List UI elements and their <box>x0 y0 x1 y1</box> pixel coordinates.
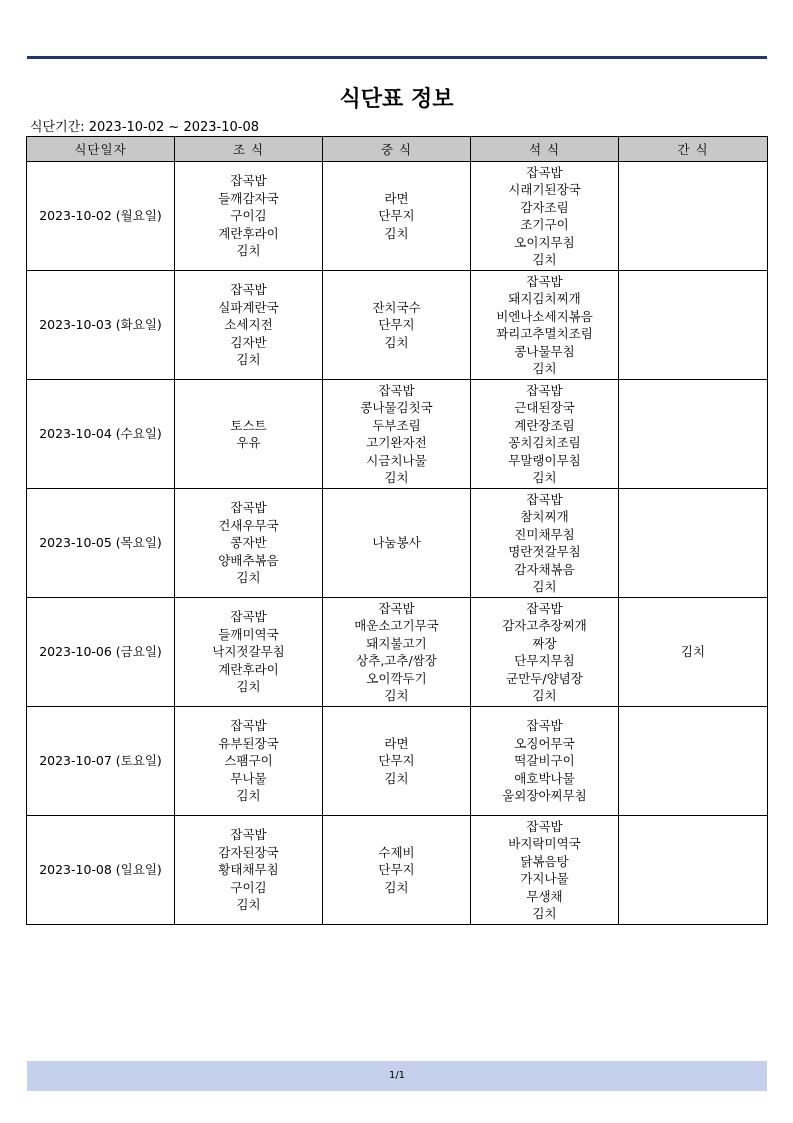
menu-item: 잡곡밥 <box>526 818 563 834</box>
column-header-breakfast: 조 식 <box>175 137 323 162</box>
table-row <box>27 162 768 271</box>
menu-item: 콩자반 <box>230 535 267 551</box>
menu-item: 낙지젓갈무침 <box>212 644 285 660</box>
snack-cell <box>619 162 768 271</box>
menu-item: 잡곡밥 <box>378 382 415 398</box>
snack-cell <box>619 816 768 925</box>
menu-item: 돼지불고기 <box>366 635 427 651</box>
menu-item: 김치 <box>532 688 557 703</box>
menu-item: 단무지 <box>378 208 415 224</box>
dinner-cell <box>471 816 619 925</box>
lunch-cell <box>323 162 471 271</box>
page-footer <box>27 1061 767 1091</box>
menu-item: 계란후라이 <box>218 225 279 241</box>
table-row <box>27 271 768 380</box>
menu-item: 유부된장국 <box>218 735 279 751</box>
table-row <box>27 816 768 925</box>
menu-item: 명란젓갈무침 <box>508 544 581 559</box>
lunch-cell <box>323 271 471 380</box>
menu-table <box>26 136 768 925</box>
snack-cell <box>619 598 768 707</box>
lunch-cell <box>323 598 471 707</box>
table-row <box>27 489 768 598</box>
menu-item: 김치 <box>236 679 261 695</box>
menu-item: 잡곡밥 <box>526 382 563 398</box>
menu-item: 시래기된장국 <box>508 182 581 197</box>
menu-item: 황태채무침 <box>218 862 279 878</box>
menu-item: 조기구이 <box>520 217 569 232</box>
column-header-date: 식단일자 <box>27 137 175 162</box>
dinner-cell <box>471 707 619 816</box>
menu-item: 단무지 <box>378 317 415 333</box>
snack-cell <box>619 380 768 489</box>
menu-item: 김치 <box>384 470 409 485</box>
menu-item: 김치 <box>236 897 261 913</box>
top-rule <box>27 56 767 59</box>
page-title: 식단표 정보 <box>339 87 454 112</box>
menu-period: 식단기간: 2023-10-02 ~ 2023-10-08 <box>30 120 260 135</box>
menu-item: 바지락미역국 <box>508 836 581 851</box>
breakfast-cell <box>175 271 323 380</box>
column-header-snack: 간 식 <box>619 137 768 162</box>
menu-item: 김치 <box>532 470 557 485</box>
menu-item: 김치 <box>532 579 557 594</box>
menu-item: 김치 <box>680 644 706 660</box>
menu-table-body <box>27 162 768 925</box>
menu-item: 김치 <box>236 570 261 586</box>
menu-item: 라면 <box>384 735 409 751</box>
page-number: 1/1 <box>388 1070 406 1081</box>
menu-item: 감자채볶음 <box>514 561 575 577</box>
menu-item: 실파계란국 <box>218 299 279 315</box>
menu-item: 단무지무침 <box>514 653 575 668</box>
menu-item: 참치찌개 <box>520 509 569 524</box>
menu-item: 김치 <box>532 252 557 267</box>
menu-item: 김자반 <box>230 334 267 350</box>
menu-item: 오이지무침 <box>514 234 575 250</box>
menu-item: 잡곡밥 <box>526 491 563 507</box>
table-row <box>27 598 768 707</box>
menu-item: 무나물 <box>230 770 267 786</box>
breakfast-cell <box>175 598 323 707</box>
lunch-cell <box>323 816 471 925</box>
menu-item: 꽁치김치조림 <box>508 435 581 450</box>
menu-item: 닭볶음탕 <box>520 853 569 869</box>
menu-item: 감자조림 <box>520 199 569 215</box>
dinner-cell <box>471 162 619 271</box>
menu-item: 잡곡밥 <box>526 718 563 734</box>
menu-item: 무생채 <box>526 888 563 904</box>
menu-item: 잔치국수 <box>372 299 421 315</box>
menu-item: 잡곡밥 <box>230 827 267 843</box>
menu-item: 들깨미역국 <box>218 626 279 642</box>
menu-item: 매운소고기무국 <box>354 618 439 633</box>
menu-item: 잡곡밥 <box>230 282 267 298</box>
menu-item: 무말랭이무침 <box>508 452 581 468</box>
date-cell: 2023-10-04 (수요일) <box>27 380 175 489</box>
menu-item: 김치 <box>236 243 261 259</box>
menu-item: 나눔봉사 <box>372 535 421 551</box>
menu-item: 라면 <box>384 190 409 206</box>
menu-item: 고기완자전 <box>366 435 427 450</box>
menu-item: 김치 <box>236 788 261 804</box>
date-cell: 2023-10-02 (월요일) <box>27 162 175 271</box>
header-row <box>27 137 768 162</box>
menu-item: 울외장아찌무침 <box>502 788 587 804</box>
snack-cell <box>619 707 768 816</box>
snack-cell <box>619 489 768 598</box>
menu-item: 김치 <box>384 770 409 786</box>
menu-item: 잡곡밥 <box>526 600 563 616</box>
menu-item: 군만두/양념장 <box>506 670 583 686</box>
table-row <box>27 707 768 816</box>
menu-item: 김치 <box>384 334 409 350</box>
table-row <box>27 380 768 489</box>
menu-item: 두부조림 <box>372 417 421 433</box>
menu-item: 진미채무침 <box>514 526 575 542</box>
breakfast-cell <box>175 707 323 816</box>
dinner-cell <box>471 598 619 707</box>
menu-item: 수제비 <box>378 844 415 860</box>
menu-item: 잡곡밥 <box>230 500 267 516</box>
menu-item: 잡곡밥 <box>230 718 267 734</box>
menu-item: 김치 <box>384 879 409 895</box>
menu-item: 우유 <box>236 435 261 450</box>
menu-item: 콩나물무침 <box>514 343 575 359</box>
menu-item: 들깨감자국 <box>218 190 279 206</box>
menu-item: 김치 <box>384 688 409 703</box>
snack-cell <box>619 271 768 380</box>
breakfast-cell <box>175 816 323 925</box>
menu-item: 감자된장국 <box>218 844 279 860</box>
menu-item: 구이김 <box>230 879 267 895</box>
menu-item: 오이깍두기 <box>366 670 427 686</box>
menu-item: 건새우무국 <box>218 517 279 533</box>
menu-item: 단무지 <box>378 862 415 878</box>
lunch-cell <box>323 707 471 816</box>
menu-item: 감자고추장찌개 <box>502 618 587 633</box>
menu-item: 단무지 <box>378 753 415 769</box>
menu-item: 근대된장국 <box>514 400 575 415</box>
menu-item: 잡곡밥 <box>526 164 563 180</box>
menu-item: 계란장조림 <box>514 417 575 433</box>
menu-item: 가지나물 <box>520 871 569 886</box>
menu-item: 비엔나소세지볶음 <box>496 308 593 324</box>
breakfast-cell <box>175 489 323 598</box>
date-cell: 2023-10-03 (화요일) <box>27 271 175 380</box>
menu-item: 애호박나물 <box>514 770 575 786</box>
menu-item: 스팸구이 <box>224 753 273 769</box>
date-cell: 2023-10-08 (일요일) <box>27 816 175 925</box>
menu-item: 꽈리고추멸치조림 <box>496 326 593 341</box>
column-header-dinner: 석 식 <box>471 137 619 162</box>
menu-item: 돼지김치찌개 <box>508 291 581 306</box>
menu-item: 구이김 <box>230 208 267 224</box>
lunch-cell <box>323 489 471 598</box>
breakfast-cell <box>175 380 323 489</box>
column-header-lunch: 중 식 <box>323 137 471 162</box>
menu-item: 상추,고추/쌈장 <box>356 653 437 668</box>
menu-item: 잡곡밥 <box>230 173 267 189</box>
menu-item: 계란후라이 <box>218 661 279 677</box>
menu-item: 김치 <box>532 361 557 376</box>
dinner-cell <box>471 271 619 380</box>
menu-item: 잡곡밥 <box>526 273 563 289</box>
menu-item: 잡곡밥 <box>378 600 415 616</box>
date-cell: 2023-10-06 (금요일) <box>27 598 175 707</box>
breakfast-cell <box>175 162 323 271</box>
lunch-cell <box>323 380 471 489</box>
menu-item: 김치 <box>532 906 557 921</box>
dinner-cell <box>471 489 619 598</box>
menu-item: 오징어무국 <box>514 735 575 751</box>
menu-item: 김치 <box>384 225 409 241</box>
menu-item: 떡갈비구이 <box>514 753 575 769</box>
menu-item: 콩나물김칫국 <box>360 400 433 415</box>
menu-item: 잡곡밥 <box>230 609 267 625</box>
menu-item: 시금치나물 <box>366 452 427 468</box>
dinner-cell <box>471 380 619 489</box>
date-cell: 2023-10-07 (토요일) <box>27 707 175 816</box>
menu-item: 양배추볶음 <box>218 552 279 568</box>
menu-item: 토스트 <box>230 417 267 433</box>
menu-item: 짜장 <box>532 635 557 651</box>
menu-item: 소세지전 <box>224 317 273 333</box>
date-cell: 2023-10-05 (목요일) <box>27 489 175 598</box>
menu-item: 김치 <box>236 352 261 368</box>
